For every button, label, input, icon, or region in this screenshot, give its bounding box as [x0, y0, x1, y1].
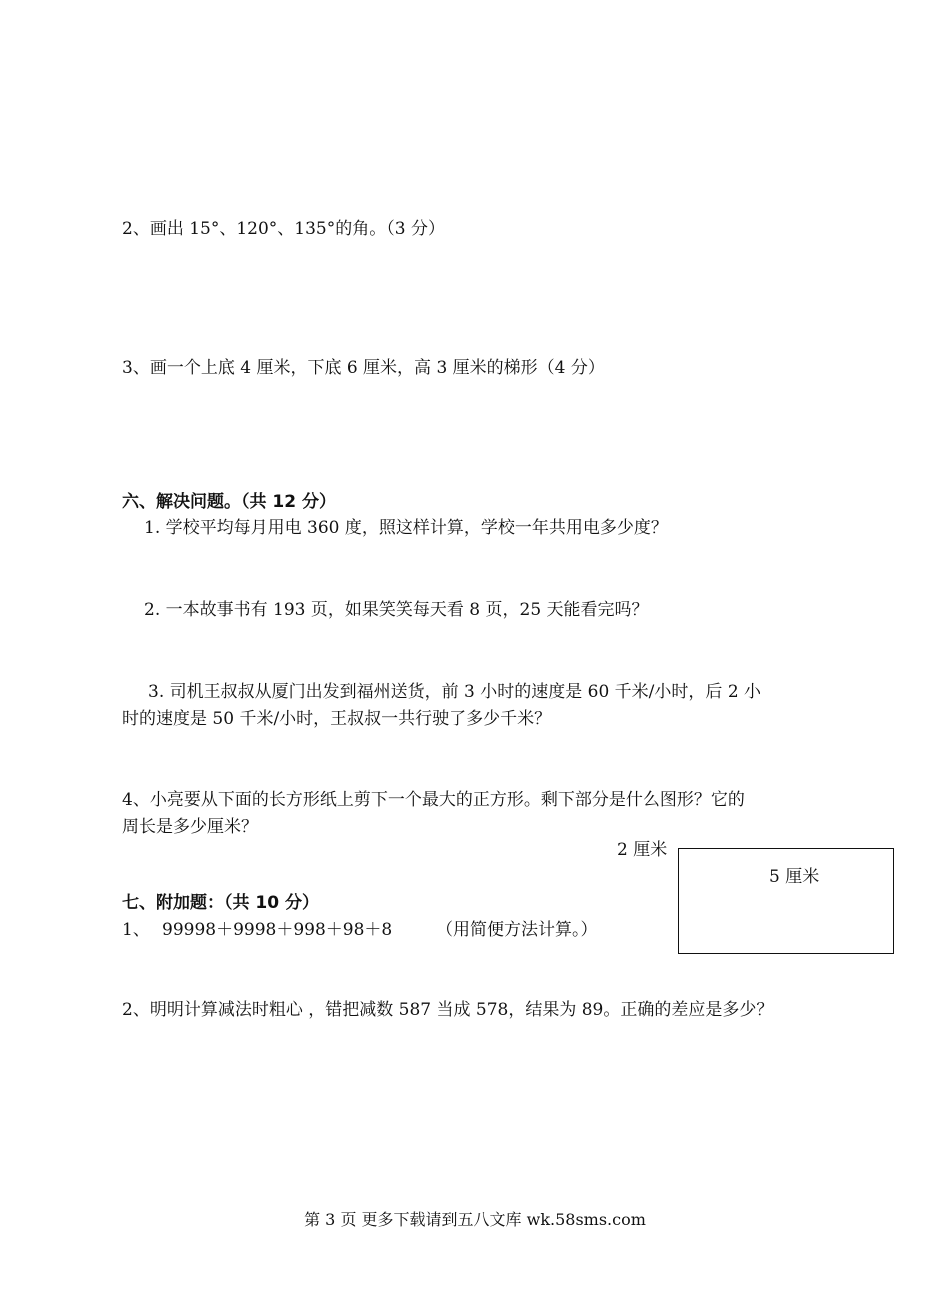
question-6-1: 1. 学校平均每月用电 360 度，照这样计算，学校一年共用电多少度？ [144, 518, 668, 538]
question-7-1-hint: （用简便方法计算。） [436, 920, 598, 940]
question-7-1-number: 1、 [122, 920, 150, 940]
question-5-3: 3、画一个上底 4 厘米，下底 6 厘米，高 3 厘米的梯形（4 分） [122, 358, 605, 378]
rectangle-height-label: 2 厘米 [617, 840, 668, 860]
rectangle-width-label: 5 厘米 [769, 867, 820, 887]
question-7-1-expression: 99998＋9998＋998＋98＋8 [162, 920, 393, 940]
question-5-2: 2、画出 15°、120°、135°的角。（3 分） [122, 219, 445, 239]
question-7-2: 2、明明计算减法时粗心 ，错把减数 587 当成 578，结果为 89。正确的差应是多少？ [122, 1000, 774, 1020]
question-6-4-line2: 周长是多少厘米？ [122, 817, 258, 837]
page-footer: 第 3 页 更多下载请到五八文库 wk.58sms.com [304, 1210, 646, 1229]
rectangle-figure [678, 848, 894, 954]
section-7-title: 七、附加题：（共 10 分） [122, 893, 319, 913]
question-6-3-line2: 时的速度是 50 千米/小时，王叔叔一共行驶了多少千米？ [122, 709, 552, 729]
question-6-2: 2. 一本故事书有 193 页，如果笑笑每天看 8 页，25 天能看完吗？ [144, 600, 649, 620]
question-6-4-line1: 4、小亮要从下面的长方形纸上剪下一个最大的正方形。剩下部分是什么图形？它的 [122, 790, 745, 810]
question-6-3-line1: 3. 司机王叔叔从厦门出发到福州送货，前 3 小时的速度是 60 千米/小时，后 2 小 [148, 682, 762, 702]
section-6-title: 六、解决问题。（共 12 分） [122, 492, 336, 512]
